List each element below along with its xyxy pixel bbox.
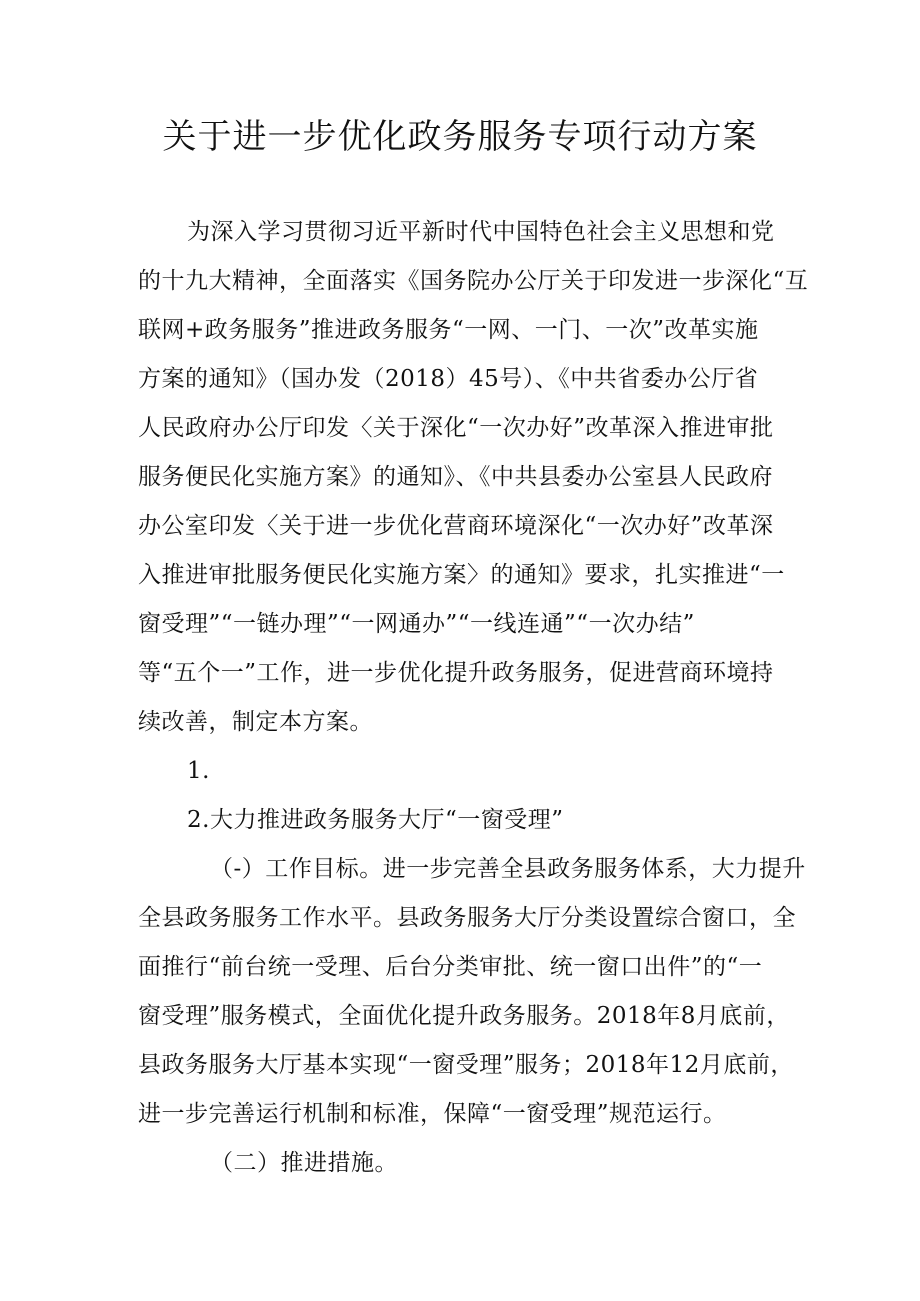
paragraph-line: 县政务服务大厅基本实现“一窗受理”服务；2018年12月底前， <box>138 1052 794 1078</box>
list-item-number: 1. <box>187 758 210 784</box>
paragraph-line: 为深入学习贯彻习近平新时代中国特色社会主义思想和党 <box>187 219 775 245</box>
paragraph-line: 办公室印发〈关于进一步优化营商环境深化“一次办好”改革深 <box>138 513 774 539</box>
paragraph-line: 联网+政务服务”推进政务服务“一网、一门、一次”改革实施 <box>138 317 759 343</box>
paragraph-line: 全县政务服务工作水平。县政务服务大厅分类设置综合窗口，全 <box>138 905 796 931</box>
section-heading: 2.大力推进政务服务大厅“一窗受理” <box>187 807 564 833</box>
paragraph-line: 面推行“前台统一受理、后台分类审批、统一窗口出件”的“一 <box>138 954 763 980</box>
document-title: 关于进一步优化政务服务专项行动方案 <box>162 117 758 157</box>
paragraph-line: 窗受理”“一链办理”“一网通办”“一线连通”“一次办结” <box>138 611 695 637</box>
paragraph-line: 的十九大精神，全面落实《国务院办公厅关于印发进一步深化“互 <box>138 268 809 294</box>
paragraph-line: 窗受理”服务模式，全面优化提升政务服务。2018年8月底前， <box>138 1003 790 1029</box>
paragraph-line: 人民政府办公厅印发〈关于深化“一次办好”改革深入推进审批 <box>138 415 774 441</box>
paragraph-line: 进一步完善运行机制和标准，保障“一窗受理”规范运行。 <box>138 1101 727 1127</box>
paragraph-line: 入推进审批服务便民化实施方案〉的通知》要求，扎实推进“一 <box>138 562 785 588</box>
paragraph-line: 续改善，制定本方案。 <box>138 709 373 735</box>
paragraph-line: 等“五个一”工作，进一步优化提升政务服务，促进营商环境持 <box>138 660 774 686</box>
paragraph-line: （-）工作目标。进一步完善全县政务服务体系，大力提升 <box>210 856 806 882</box>
subsection-heading: （二）推进措施。 <box>210 1150 398 1176</box>
paragraph-line: 服务便民化实施方案》的通知》、《中共县委办公室县人民政府 <box>138 464 773 490</box>
paragraph-line: 方案的通知》（国办发（2018）45号）、《中共省委办公厅省 <box>138 366 759 392</box>
